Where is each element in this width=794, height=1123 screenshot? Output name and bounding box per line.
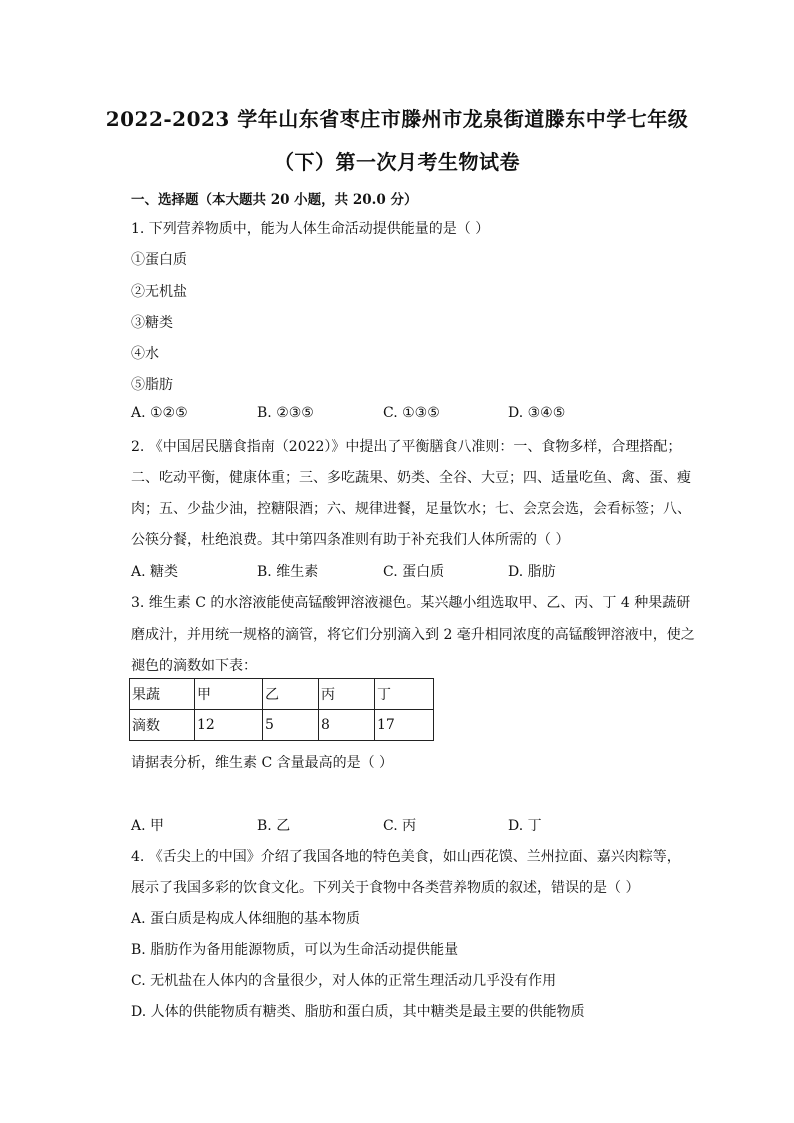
q2-line-3: 肉；五、少盐少油，控糖限酒；六、规律进餐，足量饮水；七、会烹会选，会看标签；八、 [131, 501, 691, 517]
q4-option-c: C. 无机盐在人体内的含量很少，对人体的正常生理活动几乎没有作用 [131, 973, 557, 989]
exam-title-line1: 2022-2023 学年山东省枣庄市滕州市龙泉街道滕东中学七年级 [105, 107, 689, 131]
q2-line-1: 2. 《中国居民膳食指南（2022）》中提出了平衡膳食八准则：一、食物多样，合理搭配； [131, 439, 682, 455]
table-row [130, 679, 434, 710]
q1-stem: 1. 下列营养物质中，能为人体生命活动提供能量的是（ ） [131, 221, 490, 237]
q1-options [131, 405, 691, 425]
q4-line-1: 4. 《舌尖上的中国》介绍了我国各地的特色美食，如山西花馍、兰州拉面、嘉兴肉粽等， [131, 849, 681, 865]
q3-option-c: C. 丙 [383, 818, 417, 834]
exam-title-line2: （下）第一次月考生物试卷 [274, 150, 520, 174]
q2-line-2: 二、吃动平衡，健康体重；三、多吃蔬果、奶类、全谷、大豆；四、适量吃鱼、禽、蛋、瘦 [131, 470, 691, 486]
q3-option-a: A. 甲 [131, 818, 165, 834]
q2-option-a: A. 糖类 [131, 564, 179, 580]
q3-option-b: B. 乙 [257, 818, 291, 834]
table-cell: 12 [195, 710, 263, 741]
q1-option-d: D. ③④⑤ [508, 405, 566, 421]
q2-option-b: B. 维生素 [257, 564, 319, 580]
table-cell: 丙 [319, 679, 375, 710]
table-cell: 17 [375, 710, 434, 741]
q4-option-a: A. 蛋白质是构成人体细胞的基本物质 [131, 911, 361, 927]
table-cell: 滴数 [130, 710, 195, 741]
q4-option-d: D. 人体的供能物质有糖类、脂肪和蛋白质，其中糖类是最主要的供能物质 [131, 1004, 585, 1020]
table-cell: 丁 [375, 679, 434, 710]
table-cell: 8 [319, 710, 375, 741]
q1-option-b: B. ②③⑤ [257, 405, 314, 421]
q4-option-b: B. 脂肪作为备用能源物质，可以为生命活动提供能量 [131, 942, 459, 958]
q1-item-4: ④水 [131, 346, 159, 362]
q4-line-2: 展示了我国多彩的饮食文化。下列关于食物中各类营养物质的叙述，错误的是（ ） [131, 880, 640, 896]
q3-option-d: D. 丁 [508, 818, 542, 834]
table-cell: 5 [263, 710, 319, 741]
table-cell: 乙 [263, 679, 319, 710]
table-cell: 甲 [195, 679, 263, 710]
q2-option-c: C. 蛋白质 [383, 564, 445, 580]
table-row [130, 710, 434, 741]
q3-line-3: 褪色的滴数如下表： [131, 658, 257, 674]
table-cell: 果蔬 [130, 679, 195, 710]
q2-option-d: D. 脂肪 [508, 564, 556, 580]
q1-item-2: ②无机盐 [131, 284, 187, 300]
q1-option-a: A. ①②⑤ [131, 405, 188, 421]
q2-line-4: 公筷分餐，杜绝浪费。其中第四条准则有助于补充我们人体所需的（ ） [131, 532, 570, 548]
q3-line-2: 磨成汁，并用统一规格的滴管，将它们分别滴入到 2 毫升相同浓度的高锰酸钾溶液中，使之 [131, 627, 695, 643]
q1-item-1: ①蛋白质 [131, 252, 187, 268]
q1-item-3: ③糖类 [131, 315, 173, 331]
q2-options [131, 561, 691, 581]
q3-after-table: 请据表分析，维生素 C 含量最高的是（ ） [131, 755, 394, 771]
q3-line-1: 3. 维生素 C 的水溶液能使高锰酸钾溶液褪色。某兴趣小组选取甲、乙、丙、丁 4 种果蔬研 [131, 595, 691, 611]
q1-item-5: ⑤脂肪 [131, 377, 173, 393]
vitamin-c-table [129, 678, 434, 741]
q1-option-c: C. ①③⑤ [383, 405, 440, 421]
q3-options [131, 815, 691, 835]
section-header: 一、选择题（本大题共 20 小题，共 20.0 分） [131, 192, 418, 208]
